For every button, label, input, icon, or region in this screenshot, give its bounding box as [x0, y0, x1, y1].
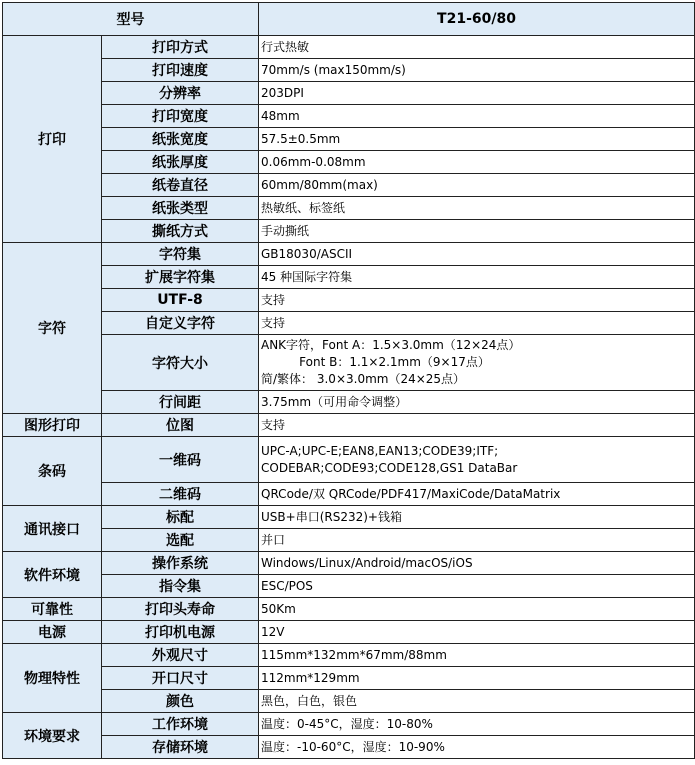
- param-value: [259, 220, 695, 243]
- param-label: 位图: [102, 414, 259, 437]
- param-value: [259, 59, 695, 82]
- spec-row: [3, 391, 695, 414]
- param-label: 开口尺寸: [102, 667, 259, 690]
- param-value: [259, 552, 695, 575]
- param-value: [259, 575, 695, 598]
- param-value: [259, 437, 695, 483]
- spec-row: [3, 575, 695, 598]
- param-label: 自定义字符: [102, 312, 259, 335]
- spec-row: [3, 598, 695, 621]
- param-label: 指令集: [102, 575, 259, 598]
- param-value: [259, 644, 695, 667]
- param-label: 颜色: [102, 690, 259, 713]
- param-label: 撕纸方式: [102, 220, 259, 243]
- spec-row: [3, 59, 695, 82]
- group-label: 条码: [3, 437, 102, 506]
- group-label: 打印: [3, 36, 102, 243]
- param-value: [259, 36, 695, 59]
- value-line: 12V: [261, 624, 285, 639]
- param-value: [259, 197, 695, 220]
- param-label: 一维码: [102, 437, 259, 483]
- value-line: 温度：-10-60°C，湿度：10-90%: [261, 739, 445, 754]
- spec-row: [3, 644, 695, 667]
- spec-row: [3, 312, 695, 335]
- spec-table: [2, 2, 695, 759]
- param-label: 纸张类型: [102, 197, 259, 220]
- group-label: 通讯接口: [3, 506, 102, 552]
- param-value: [259, 151, 695, 174]
- spec-row: [3, 105, 695, 128]
- param-value: [259, 312, 695, 335]
- value-line: ESC/POS: [261, 578, 313, 593]
- value-line: 支持: [261, 315, 286, 330]
- value-line: 0.06mm-0.08mm: [261, 154, 366, 169]
- spec-row: [3, 82, 695, 105]
- param-label: 存储环境: [102, 736, 259, 759]
- spec-row: [3, 621, 695, 644]
- param-label: 纸张宽度: [102, 128, 259, 151]
- value-line: 70mm/s (max150mm/s): [261, 62, 406, 77]
- param-label: 打印速度: [102, 59, 259, 82]
- value-line: QRCode/双 QRCode/PDF417/MaxiCode/DataMatrix: [261, 486, 561, 501]
- spec-row: [3, 197, 695, 220]
- model-label: 型号: [3, 3, 259, 36]
- param-label: 二维码: [102, 483, 259, 506]
- param-label: UTF-8: [102, 289, 259, 312]
- param-label: 分辨率: [102, 82, 259, 105]
- param-label: 外观尺寸: [102, 644, 259, 667]
- param-value: [259, 598, 695, 621]
- value-line: 203DPI: [261, 85, 304, 100]
- spec-row: [3, 437, 695, 483]
- param-label: 纸卷直径: [102, 174, 259, 197]
- value-line: 48mm: [261, 108, 300, 123]
- param-label: 打印宽度: [102, 105, 259, 128]
- spec-row: [3, 151, 695, 174]
- param-label: 打印头寿命: [102, 598, 259, 621]
- spec-row: [3, 552, 695, 575]
- value-line: 热敏纸、标签纸: [261, 200, 346, 215]
- spec-row: [3, 414, 695, 437]
- value-line: 支持: [261, 417, 286, 432]
- spec-row: [3, 667, 695, 690]
- spec-row: [3, 289, 695, 312]
- value-line: 并口: [261, 532, 286, 547]
- spec-row: [3, 690, 695, 713]
- value-line: 简/繁体： 3.0×3.0mm（24×25点）: [261, 372, 466, 386]
- param-label: 打印方式: [102, 36, 259, 59]
- value-line: 57.5±0.5mm: [261, 131, 341, 146]
- spec-row: [3, 243, 695, 266]
- param-label: 行间距: [102, 391, 259, 414]
- value-line: Font B：1.1×2.1mm（9×17点）: [261, 355, 490, 369]
- param-value: [259, 266, 695, 289]
- value-line: 3.75mm（可用命令调整）: [261, 394, 408, 409]
- value-line: 手动撕纸: [261, 223, 310, 238]
- param-label: 打印机电源: [102, 621, 259, 644]
- group-label: 图形打印: [3, 414, 102, 437]
- group-label: 字符: [3, 243, 102, 414]
- param-value: [259, 690, 695, 713]
- param-value: [259, 414, 695, 437]
- param-label: 选配: [102, 529, 259, 552]
- param-value: [259, 667, 695, 690]
- value-line: UPC-A;UPC-E;EAN8,EAN13;CODE39;ITF;: [261, 443, 499, 458]
- param-label: 工作环境: [102, 713, 259, 736]
- param-value: [259, 483, 695, 506]
- param-label: 字符集: [102, 243, 259, 266]
- param-value: [259, 736, 695, 759]
- header-row: [3, 3, 695, 36]
- param-label: 字符大小: [102, 335, 259, 391]
- param-value: [259, 506, 695, 529]
- value-line: 60mm/80mm(max): [261, 177, 378, 192]
- value-line: 黑色，白色，银色: [261, 693, 358, 708]
- spec-row: [3, 713, 695, 736]
- param-label: 纸张厚度: [102, 151, 259, 174]
- param-value: [259, 621, 695, 644]
- value-line: USB+串口(RS232)+钱箱: [261, 509, 402, 524]
- param-value: [259, 529, 695, 552]
- spec-row: [3, 736, 695, 759]
- model-value: T21-60/80: [259, 3, 695, 36]
- group-label: 软件环境: [3, 552, 102, 598]
- spec-body: [3, 36, 695, 759]
- group-label: 物理特性: [3, 644, 102, 713]
- value-line: ANK字符，Font A：1.5×3.0mm（12×24点）: [261, 338, 521, 352]
- param-value: [259, 82, 695, 105]
- value-line: 温度：0-45°C，湿度：10-80%: [261, 716, 433, 731]
- group-label: 可靠性: [3, 598, 102, 621]
- value-line: 112mm*129mm: [261, 670, 360, 685]
- value-line: 50Km: [261, 601, 296, 616]
- spec-row: [3, 36, 695, 59]
- spec-row: [3, 529, 695, 552]
- spec-row: [3, 483, 695, 506]
- param-value: [259, 128, 695, 151]
- value-line: GB18030/ASCII: [261, 246, 353, 261]
- param-value: [259, 289, 695, 312]
- param-value: [259, 713, 695, 736]
- value-line: 支持: [261, 292, 286, 307]
- value-line: 115mm*132mm*67mm/88mm: [261, 647, 447, 662]
- value-line: 行式热敏: [261, 39, 310, 54]
- spec-row: [3, 174, 695, 197]
- group-label: 环境要求: [3, 713, 102, 759]
- param-value: [259, 243, 695, 266]
- param-label: 扩展字符集: [102, 266, 259, 289]
- spec-row: [3, 506, 695, 529]
- value-line: 45 种国际字符集: [261, 269, 353, 284]
- spec-row: [3, 220, 695, 243]
- param-value: [259, 391, 695, 414]
- spec-row: [3, 335, 695, 391]
- param-value: [259, 174, 695, 197]
- param-value: [259, 335, 695, 391]
- group-label: 电源: [3, 621, 102, 644]
- spec-row: [3, 266, 695, 289]
- value-line: Windows/Linux/Android/macOS/iOS: [261, 555, 473, 570]
- param-value: [259, 105, 695, 128]
- spec-row: [3, 128, 695, 151]
- value-line: CODEBAR;CODE93;CODE128,GS1 DataBar: [261, 460, 518, 475]
- param-label: 操作系统: [102, 552, 259, 575]
- param-label: 标配: [102, 506, 259, 529]
